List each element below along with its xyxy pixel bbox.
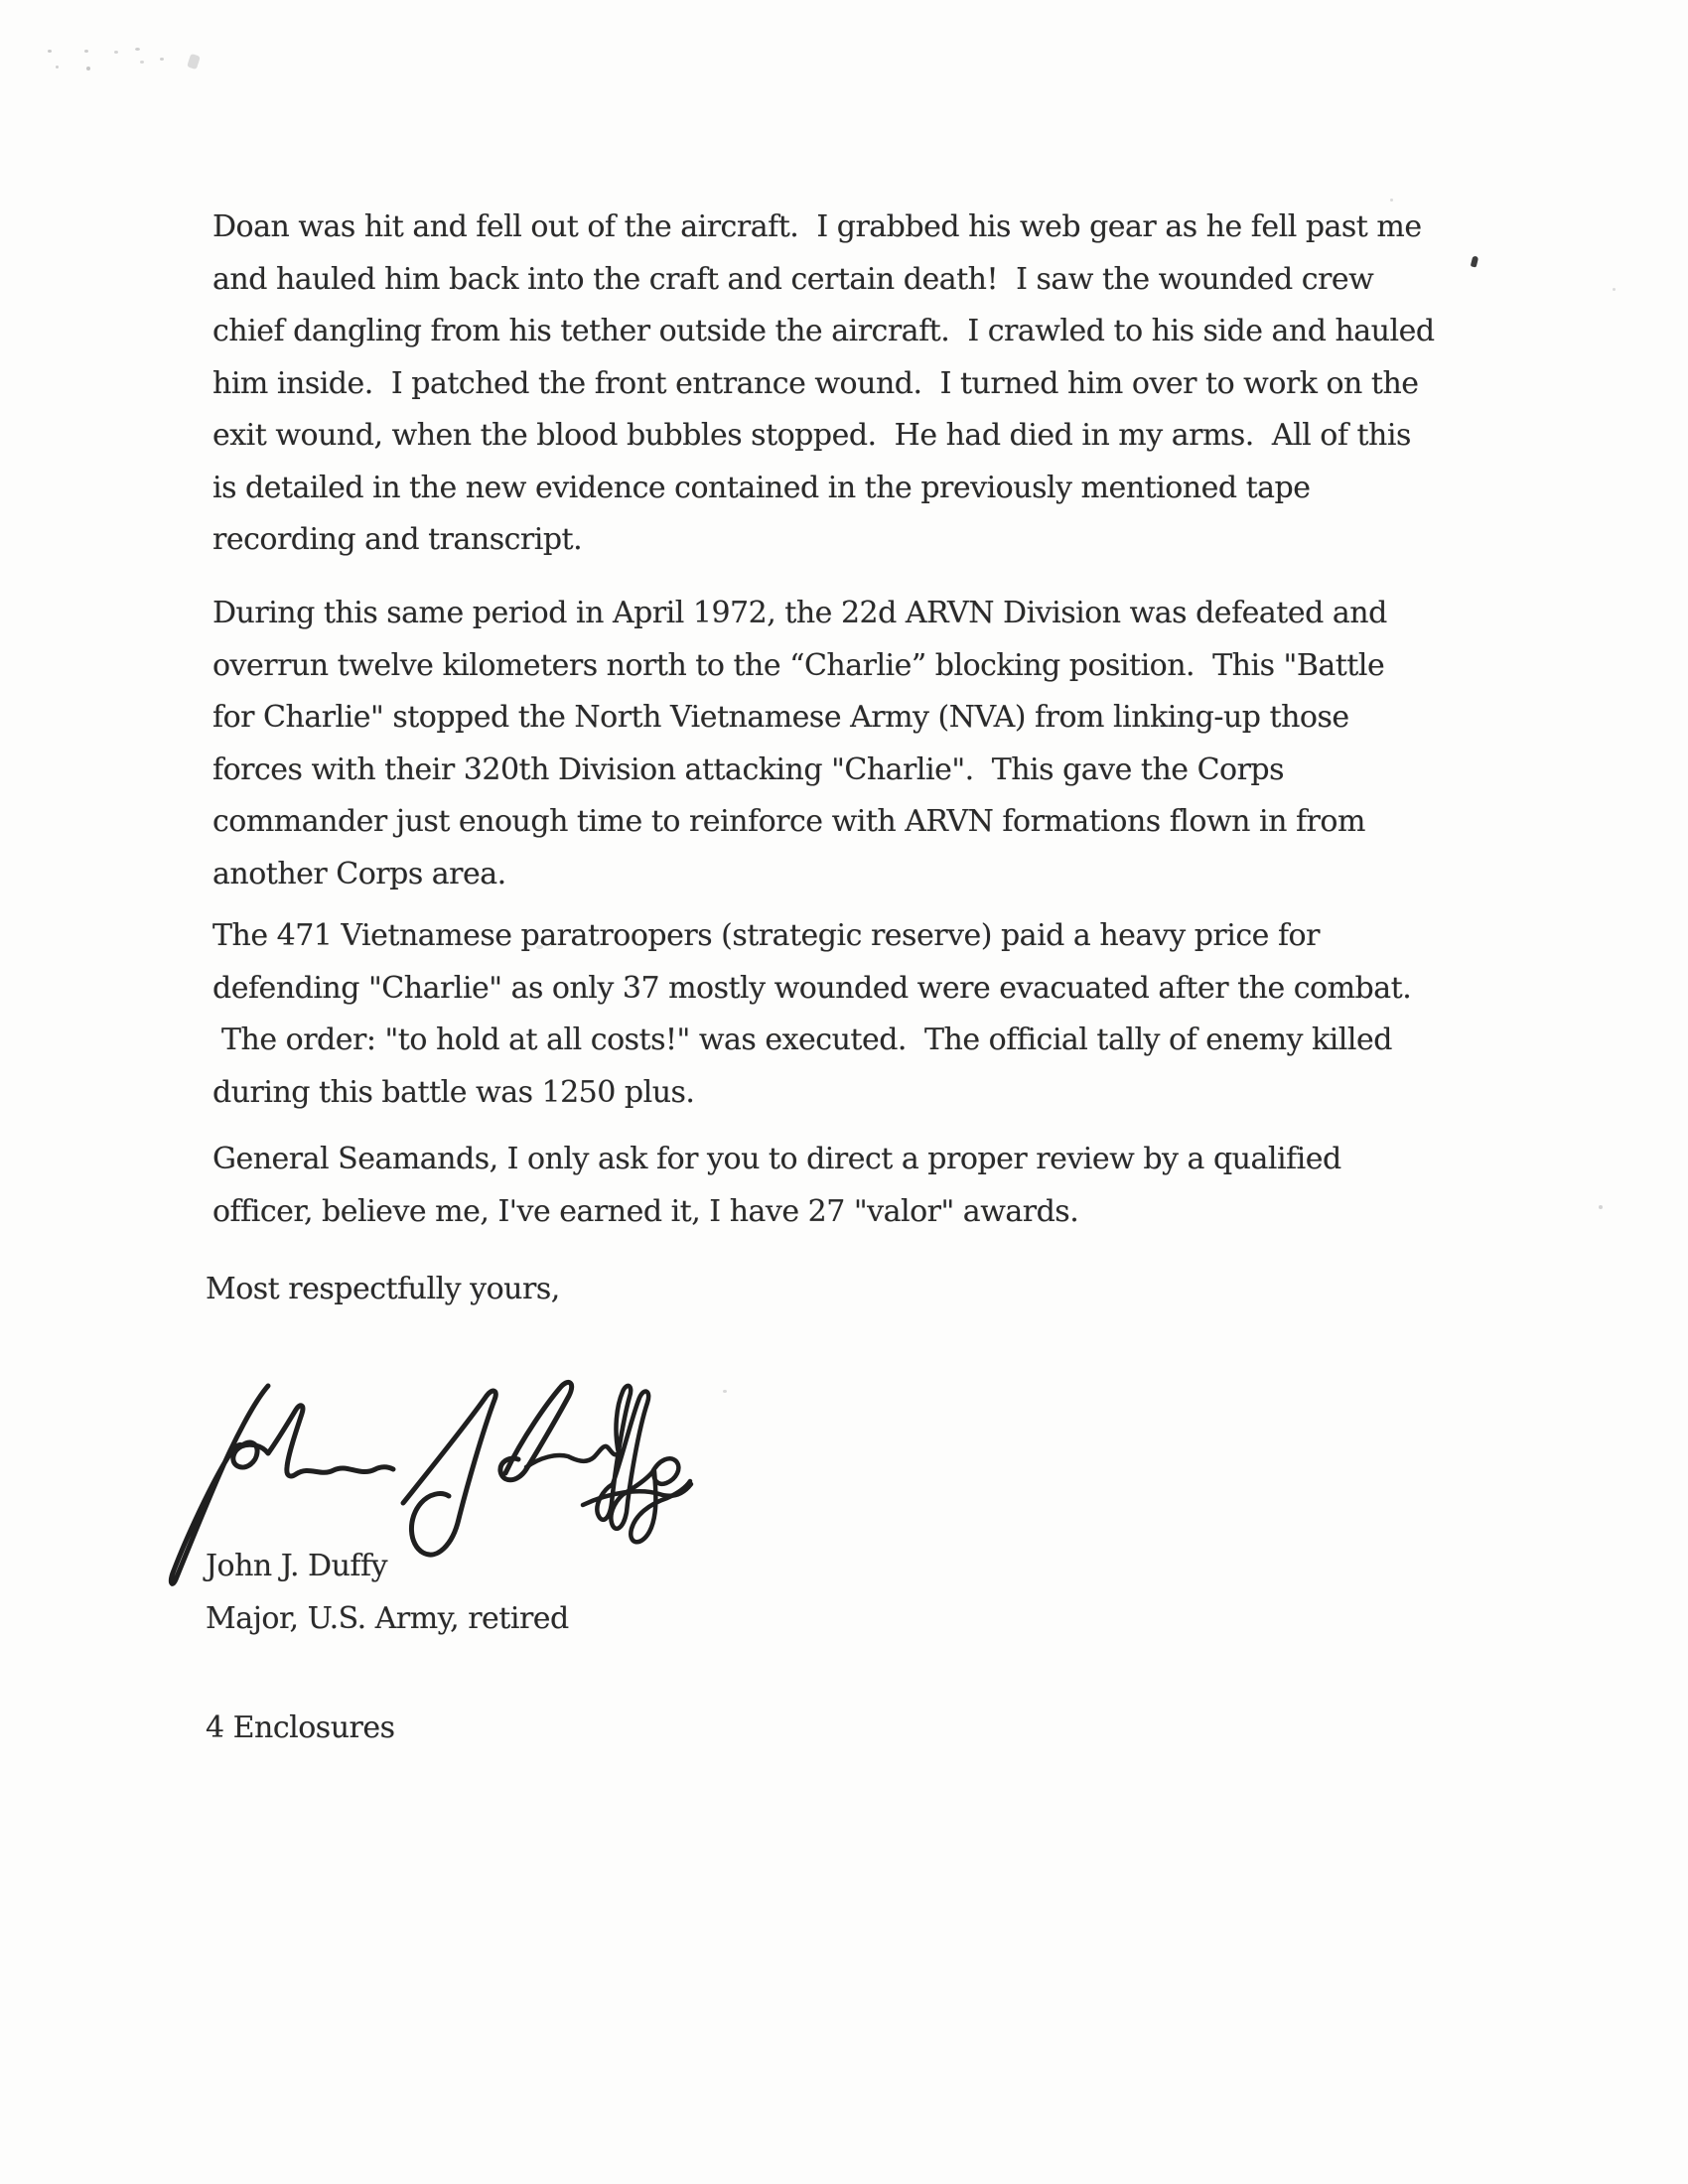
scan-artifact xyxy=(48,50,52,53)
letter-line: him inside. I patched the front entrance wound. I turned him over to work on the xyxy=(212,365,1419,401)
letter-line: officer, believe me, I've earned it, I have 27 "valor" awards. xyxy=(212,1193,1079,1229)
scan-artifact xyxy=(140,61,144,64)
scan-artifact xyxy=(84,50,88,53)
letter-line: forces with their 320th Division attacking "Charlie". This gave the Corps xyxy=(212,751,1285,787)
paragraph-4 xyxy=(212,1134,1341,1238)
closing-line: Most respectfully yours, xyxy=(206,1272,560,1306)
signature-block xyxy=(206,1541,569,1645)
scan-artifact xyxy=(1613,288,1616,291)
scan-artifact xyxy=(86,67,90,70)
letter-line: during this battle was 1250 plus. xyxy=(212,1074,695,1110)
letter-line: and hauled him back into the craft and certain death! I saw the wounded crew xyxy=(212,261,1374,297)
letter-line: exit wound, when the blood bubbles stopped. He had died in my arms. All of this xyxy=(212,418,1411,453)
paragraph-2 xyxy=(212,588,1387,900)
scan-artifact xyxy=(114,51,118,54)
scan-artifact xyxy=(56,66,59,68)
scan-artifact xyxy=(135,48,140,51)
stray-ink-mark xyxy=(1471,255,1478,267)
enclosures-line: 4 Enclosures xyxy=(206,1710,395,1745)
letter-line: The order: "to hold at all costs!" was executed. The official tally of enemy killed xyxy=(212,1023,1392,1057)
closing xyxy=(206,1264,560,1316)
letter-line: General Seamands, I only ask for you to direct a proper review by a qualified xyxy=(212,1142,1341,1176)
letter-line: for Charlie" stopped the North Vietnamese Army (NVA) from linking-up those xyxy=(212,700,1349,735)
letter-line: During this same period in April 1972, the 22d ARVN Division was defeated and xyxy=(212,596,1387,630)
letter-line: chief dangling from his tether outside the aircraft. I crawled to his side and hauled xyxy=(212,314,1435,348)
signer-name: John J. Duffy xyxy=(206,1549,388,1583)
letter-line: Doan was hit and fell out of the aircraft. I grabbed his web gear as he fell past me xyxy=(212,209,1422,244)
letter-line: another Corps area. xyxy=(212,856,506,891)
letter-line: The 471 Vietnamese paratroopers (strategic reserve) paid a heavy price for xyxy=(212,918,1320,953)
paragraph-3 xyxy=(212,910,1411,1119)
scan-artifact xyxy=(160,58,164,61)
letter-line: commander just enough time to reinforce with ARVN formations flown in from xyxy=(212,804,1365,839)
letter-line: is detailed in the new evidence contained in the previously mentioned tape xyxy=(212,470,1311,505)
enclosures xyxy=(206,1703,395,1755)
scan-artifact xyxy=(187,54,201,69)
paragraph-1 xyxy=(212,202,1435,567)
letter-line: defending "Charlie" as only 37 mostly wounded were evacuated after the combat. xyxy=(212,970,1412,1006)
letter-line: recording and transcript. xyxy=(212,522,583,557)
letter-line: overrun twelve kilometers north to the “Charlie” blocking position. This "Battle xyxy=(212,647,1385,683)
scan-artifact xyxy=(1599,1205,1603,1209)
signer-title: Major, U.S. Army, retired xyxy=(206,1600,569,1636)
